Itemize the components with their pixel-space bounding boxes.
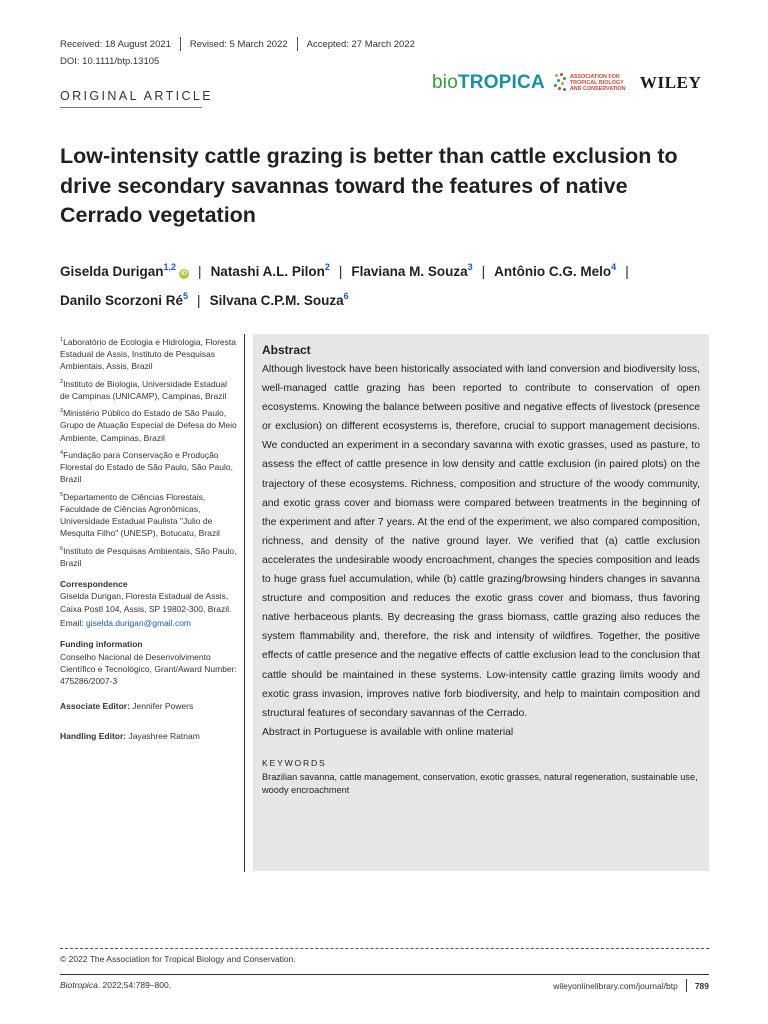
received-date: Received: 18 August 2021 <box>60 38 171 50</box>
author[interactable]: Danilo Scorzoni $Ré^5$ <box>60 291 189 308</box>
doi[interactable]: DOI: 10.1111/btp.13105 <box>60 56 160 67</box>
article-type: ORIGINAL ARTICLE <box>60 89 214 103</box>
author[interactable]: Antônio C.G. Melo$^4$ <box>494 262 617 279</box>
correspondence-text: Giselda Durigan, Floresta Estadual de Assis, Caixa Postl 104, Assis, SP 19802-300, Brazil. <box>60 591 232 614</box>
journal-logos <box>432 72 701 94</box>
divider <box>60 107 202 108</box>
abstract-note: Abstract in Portuguese is available with online material <box>262 726 514 738</box>
revised-date: Revised: 5 March 2022 <box>189 38 288 50</box>
keywords-list: Brazilian savanna, cattle management, conservation, exotic grasses, natural regeneration, sustainable use, woody encroachment <box>262 771 698 796</box>
wiley-logo[interactable]: WILEY <box>639 73 702 92</box>
author-list: Giselda Durigan$^{1,2}$iD | Natashi A.L. Pilon$^2$ | Flaviana M. Souza$^3$ | Antônio C.G. Melo$^4$ | Danilo Scorzoni $Ré^5$ | Silvana C.P.M. Souza$^6$ <box>60 262 629 308</box>
author[interactable]: Flaviana M. Souza$^3$ <box>351 262 473 279</box>
email-link[interactable]: giselda.durigan@gmail.com <box>85 617 191 628</box>
keywords-heading: KEYWORDS <box>262 757 327 768</box>
atbc-mark-icon <box>553 72 567 94</box>
affiliation: $^1$Laboratório de Ecologia e Hidrologia, Floresta Estadual de Assis, Instituto de Pesquisas Ambientais, Assis, Brazil <box>60 336 236 372</box>
divider <box>180 37 181 51</box>
abstract-text: Although livestock have been historically associated with land conversion and biodiversity loss, well-managed cattle grazing has been reported to contribute to conservation of open ecosystems. Knowing the balance between positive and negative effects of livestock (presence or exclusion) on different ecosystems is, therefore, crucial to support management decisions. We conducted an experiment in a secondary savanna with exotic grasses, used as pasture, to assess the effect of cattle presence in low density and cattle exclusion (in paired plots) on the trajectory of these ecosystems. Richness, composition and structure of the woody community, and exotic grass cover and biomass were compared between treatments in the beginning of the experiment and after 7 years. At the end of the experiment, we also compared composition, richness, and density of the native ground layer. We verified that (a) cattle exclusion accelerates the undesirable woody encroachment, changes the species composition and leads to huge grass fuel accumulation, while (b) cattle grazing/browsing hinders changes in savanna structure and composition and reduces the exotic grass cover and biomass, thus favoring native herbaceous plants. By decreasing the grass biomass, cattle grazing also reduces the system flammability and, therefore, the risk and intensity of wildfires. Together, the positive effects of cattle presence and the negative effects of cattle exclusion lead to the conclusion that cattle should be maintained in these systems. Low-intensity cattle grazing limits woody and exotic grass invasion, improves native forb biodiversity, and help to maintain composition and structural features of secondary savannas of the Cerrado. <box>262 364 700 719</box>
divider <box>686 979 687 992</box>
divider <box>60 974 709 975</box>
divider <box>297 37 298 51</box>
sidebar <box>60 334 238 744</box>
footer-right <box>553 979 709 992</box>
divider <box>60 948 709 949</box>
associate-editor: Associate Editor: Jennifer Powers <box>60 701 194 712</box>
publication-dates <box>60 37 415 51</box>
affiliation: $^2$Instituto de Biologia, Universidade Estadual de Campinas (UNICAMP), Campinas, Brazil <box>60 378 228 401</box>
atbc-name: ASSOCIATION FOR TROPICAL BIOLOGY AND CONSERVATION <box>569 74 626 92</box>
column-divider <box>244 334 245 872</box>
journal-url[interactable]: wileyonlinelibrary.com/journal/btp <box>553 980 678 991</box>
correspondence-email-line: Email: giselda.durigan@gmail.com <box>60 617 191 628</box>
affiliation: $^5$Departamento de Ciências Florestais, Faculdade de Ciências Agronômicas, Universidade Estadual Paulista "Julio de Mesquita Filho" (UNESP), Botucatu, Brazil <box>60 491 220 539</box>
author[interactable]: Natashi A.L. Pilon$^2$ <box>210 262 330 279</box>
article-title: Low-intensity cattle grazing is better than cattle exclusion to drive secondary savannas toward the features of native Cerrado vegetation <box>60 144 678 227</box>
handling-editor: Handling Editor: Jayashree Ratnam <box>60 730 200 741</box>
correspondence-heading: Correspondence <box>60 579 128 590</box>
page-number: 789 <box>694 980 709 991</box>
author[interactable]: Giselda Durigan$^{1,2}$iD <box>60 262 188 279</box>
author[interactable]: Silvana C.P.M. Souza$^6$ <box>209 291 349 308</box>
accepted-date: Accepted: 27 March 2022 <box>306 38 415 50</box>
orcid-icon[interactable]: iD <box>181 271 188 277</box>
funding-heading: Funding information <box>60 639 143 650</box>
funding-text: Conselho Nacional de Desenvolvimento Científico e Tecnológico, Grant/Award Number: 475286/2007-3 <box>60 651 237 687</box>
abstract-box <box>253 334 709 871</box>
affiliation: $^4$Fundação para Conservação e Produção Florestal do Estado de São Paulo, São Paulo, Brazil <box>60 449 233 485</box>
journal-citation: Biotropica. 2022;54:789–800. <box>60 980 172 990</box>
affiliation: $^3$Ministério Público do Estado de São Paulo, Grupo de Atuação Especial de Defesa do Meio Ambiente, Campinas, Brazil <box>60 407 237 443</box>
abstract-heading: Abstract <box>262 343 311 357</box>
biotropica-logo[interactable]: bioTROPICA <box>432 72 545 93</box>
atbc-logo[interactable] <box>553 72 632 94</box>
affiliation: $^6$Instituto de Pesquisas Ambientais, São Paulo, Brazil <box>60 545 237 568</box>
copyright: © 2022 The Association for Tropical Biology and Conservation. <box>60 954 296 964</box>
